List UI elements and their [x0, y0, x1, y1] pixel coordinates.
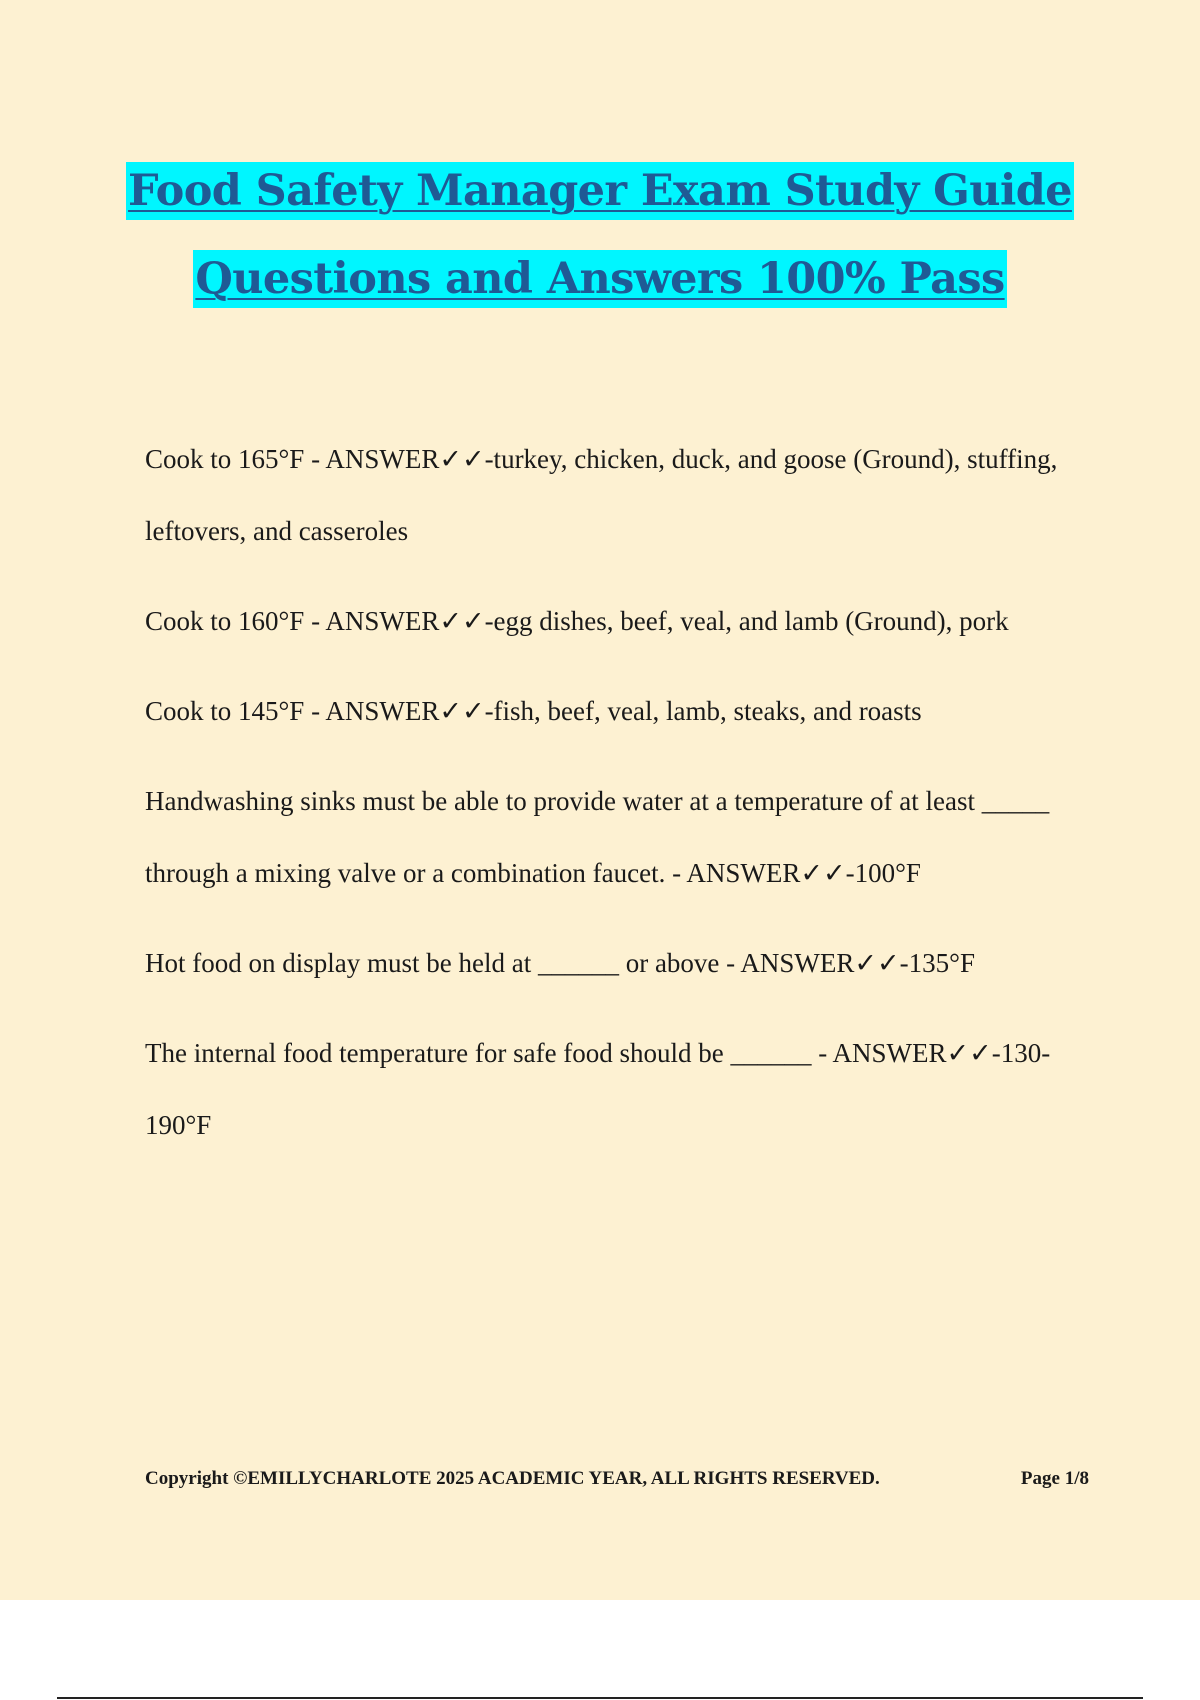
qa-entry: Cook to 165°F - ANSWER✓✓-turkey, chicken, duck, and goose (Ground), stuffing, leftovers, and casseroles	[145, 444, 1058, 546]
title-line-1: Food Safety Manager Exam Study Guide	[126, 162, 1074, 220]
qa-entry: The internal food temperature for safe food should be ______ - ANSWER✓✓-130-190°F	[145, 1038, 1051, 1140]
title-line-2: Questions and Answers 100% Pass	[193, 250, 1006, 308]
qa-entry: Cook to 160°F - ANSWER✓✓-egg dishes, beef, veal, and lamb (Ground), pork	[145, 606, 1009, 636]
page-footer	[145, 1468, 1089, 1490]
qa-entry: Handwashing sinks must be able to provide water at a temperature of at least _____ through a mixing valve or a combination faucet. - ANSWER✓✓-100°F	[145, 786, 1050, 888]
copyright-notice: Copyright ©EMILLYCHARLOTE 2025 ACADEMIC YEAR, ALL RIGHTS RESERVED.	[145, 1468, 880, 1489]
qa-list	[145, 423, 1085, 1179]
page-number: Page 1/8	[1020, 1468, 1089, 1489]
qa-entry: Cook to 145°F - ANSWER✓✓-fish, beef, veal, lamb, steaks, and roasts	[145, 696, 922, 726]
qa-entry: Hot food on display must be held at ______ or above - ANSWER✓✓-135°F	[145, 948, 975, 978]
document-title	[0, 162, 1200, 308]
bottom-divider	[57, 1697, 1143, 1699]
